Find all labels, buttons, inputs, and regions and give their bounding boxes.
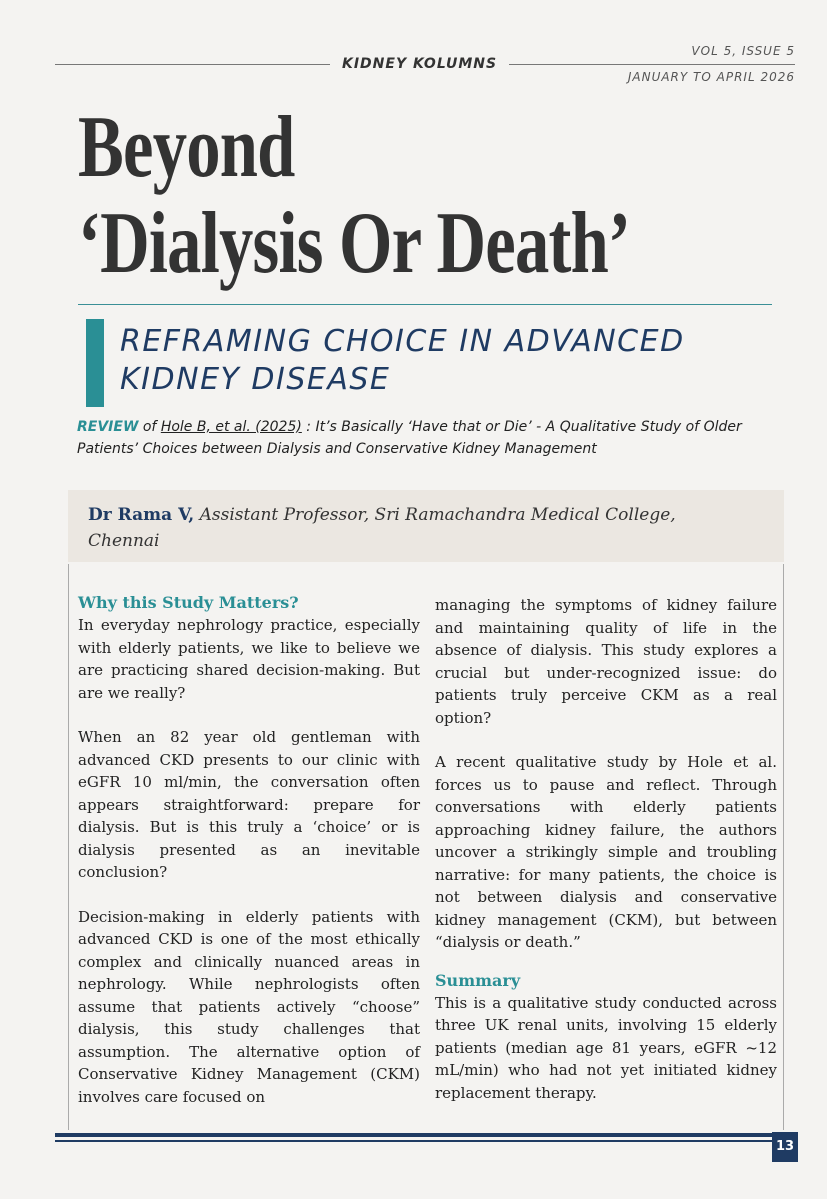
body-frame-right <box>783 564 784 1130</box>
review-citation <box>77 416 777 460</box>
paragraph: In everyday nephrology practice, especially with elderly patients, we like to believe we are practicing shared decision-making. But are we really? <box>78 616 420 702</box>
footer-rule-thick <box>55 1133 772 1137</box>
footer-rule-thin <box>55 1140 772 1142</box>
body-frame-left <box>68 564 69 1130</box>
summary-paragraph: This is a qualitative study conducted across three UK renal units, involving 15 elderly patients (median age 81 years, eGFR ~12 mL/min) who had not yet initiated kidney replacement therapy. <box>435 993 777 1102</box>
article-headline <box>78 99 631 292</box>
subtitle-line-2: KIDNEY DISEASE <box>120 362 391 397</box>
paragraph: A recent qualitative study by Hole et al. forces us to pause and reflect. Through conversations with elderly patients approaching kidney failure, the authors uncover a strikingly simple and troubling narrative: for many patients, the choice is not between dialysis and conservative kidney management (CKM), but between “dialysis or death.” <box>435 753 777 951</box>
paragraph: When an 82 year old gentleman with advanced CKD presents to our clinic with eGFR 10 ml/min, the conversation often appears straightforward: prepare for dialysis. But is this truly a ‘choice’ or is dialysis presented as an inevitable conclusion? <box>78 728 420 881</box>
issue-info <box>627 43 795 84</box>
page-number: 13 <box>772 1132 798 1162</box>
paragraph: Decision-making in elderly patients with advanced CKD is one of the most ethically complex and clinically nuanced areas in nephrology. While nephrologists often assume that patients actively “choose” dialysis, this study challenges that assumption. The alternative option of Conservative Kidney Management (CKM) involves care focused on <box>78 907 420 1106</box>
review-title: : It’s Basically ‘Have that or Die’ - A Qualitative Study of Older Patients’ Choices between Dialysis and Conservative Kidney Management <box>77 419 742 457</box>
newsletter-title: KIDNEY KOLUMNS <box>330 56 509 72</box>
headline-line-2: ‘Dialysis Or Death’ <box>78 195 631 292</box>
author-name: Dr Rama V, <box>88 505 195 525</box>
section-heading-why: Why this Study Matters? <box>78 593 299 612</box>
issue-date-range: JANUARY TO APRIL 2026 <box>627 70 795 84</box>
article-subtitle <box>120 323 760 399</box>
author-byline <box>88 502 728 554</box>
paragraph: managing the symptoms of kidney failure and maintaining quality of life in the absence of dialysis. This study explores a crucial but under-recognized issue: do patients truly perceive CKM as a real option? <box>435 596 777 727</box>
author-affiliation: Assistant Professor, Sri Ramachandra Medical College, Chennai <box>88 505 676 551</box>
left-column <box>78 592 420 1108</box>
right-column <box>435 594 777 1104</box>
headline-line-1: Beyond <box>78 99 295 196</box>
subtitle-line-1: REFRAMING CHOICE IN ADVANCED <box>120 324 685 359</box>
issue-volume: VOL 5, ISSUE 5 <box>691 44 795 58</box>
review-tag: REVIEW <box>77 419 139 435</box>
issue-rule <box>685 64 795 65</box>
citation-link[interactable]: Hole B, et al. (2025) <box>160 419 302 435</box>
author-box <box>68 490 784 562</box>
section-heading-summary: Summary <box>435 970 521 990</box>
subtitle-accent-bar <box>86 319 104 407</box>
review-of: of <box>138 419 161 435</box>
headline-rule <box>78 304 772 305</box>
